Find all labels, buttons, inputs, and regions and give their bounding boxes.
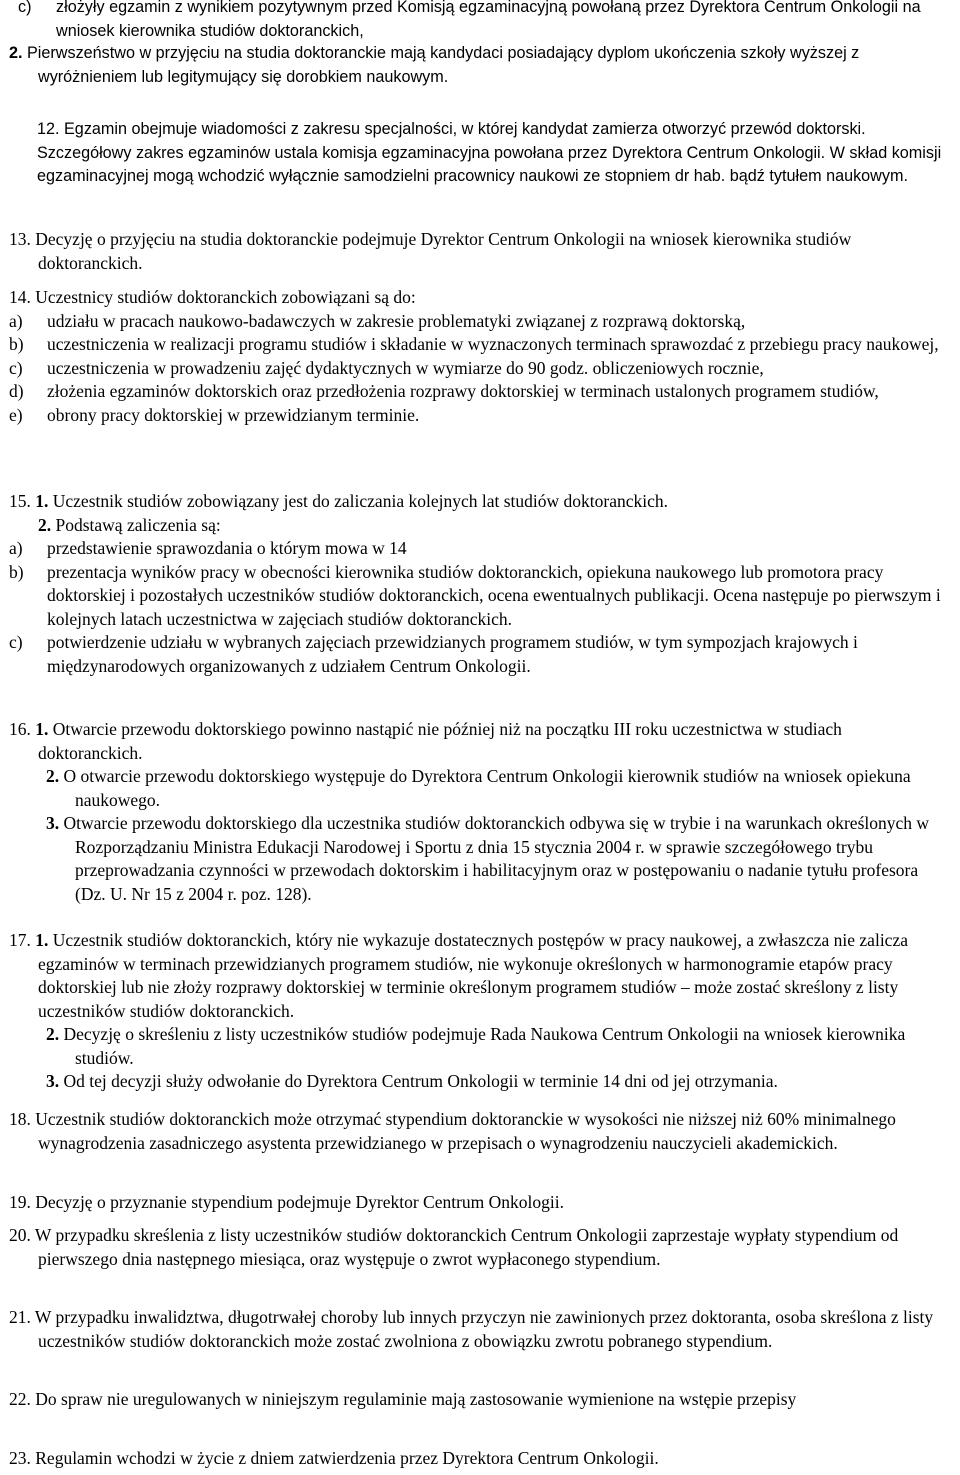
section-number: 20. bbox=[9, 1225, 31, 1245]
section-22 bbox=[9, 1388, 948, 1412]
section-number: 23. bbox=[9, 1448, 31, 1468]
section-text: Uczestnik studiów doktoranckich może otrzymać stypendium doktoranckie w wysokości nie niższej niż 60% minimalnego wynagrodzenia zasadniczego asystenta przewidzianego w przepisach o wynagrodzeniu nauczycieli akademickich. bbox=[30, 1109, 896, 1153]
section-text: Uczestnicy studiów doktoranckich zobowiązani są do: bbox=[30, 287, 416, 307]
list-item-text: złożyły egzamin z wynikiem pozytywnym przed Komisją egzaminacyjną powołaną przez Dyrektora Centrum Onkologii na wniosek kierownika studiów doktoranckich, bbox=[56, 0, 921, 40]
section-number: 16. bbox=[9, 719, 31, 739]
section-number: 13. bbox=[9, 229, 31, 249]
section-text: Do spraw nie uregulowanych w niniejszym regulaminie mają zastosowanie wymienione na wstępie przepisy bbox=[30, 1389, 797, 1409]
paragraph-2: 2. Pierwszeństwo w przyjęciu na studia doktoranckie mają kandydaci posiadający dyplom ukończenia szkoły wyższej z wyróżnieniem lub legitymujący się dorobkiem naukowym. bbox=[9, 44, 860, 86]
section-number: 18. bbox=[9, 1109, 31, 1129]
list-item: a) przedstawienie sprawozdania o którym mowa w 14 bbox=[9, 538, 407, 558]
section-number: 14. bbox=[9, 287, 31, 307]
section-number: 15. bbox=[9, 491, 31, 511]
list-item: a) udziału w pracach naukowo-badawczych w zakresie problematyki związanej z rozprawą doktorską, bbox=[9, 310, 746, 331]
section-text: Regulamin wchodzi w życie z dniem zatwierdzenia przez Dyrektora Centrum Onkologii. bbox=[30, 1448, 659, 1468]
section-21 bbox=[9, 1306, 948, 1353]
section-text: Decyzję o przyjęciu na studia doktoranckie podejmuje Dyrektor Centrum Onkologii na wniosek kierownika studiów doktoranckich. bbox=[30, 229, 852, 273]
section-text: W przypadku skreślenia z listy uczestników studiów doktoranckich Centrum Onkologii zaprzestaje wypłaty stypendium od pierwszego dnia następnego miesiąca, oraz występuje o zwrot wypłaconego stypendium. bbox=[30, 1225, 899, 1269]
section-number: 21. bbox=[9, 1307, 31, 1327]
section-text: Decyzję o przyznanie stypendium podejmuje Dyrektor Centrum Onkologii. bbox=[30, 1192, 565, 1212]
list-item: b) uczestniczenia w realizacji programu studiów i składanie w wyznaczonych terminach sprawozdać z przebiegu pracy naukowej, bbox=[9, 334, 939, 354]
section-23 bbox=[9, 1447, 948, 1471]
section-17: 17. 1. Uczestnik studiów doktoranckich, który nie wykazuje dostatecznych postępów w pracy naukowej, a zwłaszcza nie zalicza egzaminów w terminach przewidzianych programem studiów, nie wykonuje określonych w harmonogramie etapów pracy doktorskiej lub nie złoży rozprawy doktorskiej w terminie określonym programem studiów – może zostać skreślony z listy uczestników studiów doktoranckich. 2. Decyzję o skreśleniu z listy uczestników studiów podejmuje Rada Naukowa Centrum Onkologii na wniosek kierownika studiów. 3. Od tej decyzji służy odwołanie do Dyrektora Centrum Onkologii w terminie 14 dni od jej otrzymania. bbox=[9, 930, 908, 1091]
list-item: c) uczestniczenia w prowadzeniu zajęć dydaktycznych w wymiarze do 90 godz. obliczeniowych rocznie, bbox=[9, 357, 764, 378]
list-item: c) potwierdzenie udziału w wybranych zajęciach przewidzianych programem studiów, w tym sympozjach krajowych i międzynarodowych organizowanych z udziałem Centrum Onkologii. bbox=[9, 632, 858, 676]
section-text: Egzamin obejmuje wiadomości z zakresu specjalności, w której kandydat zamierza otworzyć przewód doktorski. Szczegółowy zakres egzaminów ustala komisja egzaminacyjna powołana przez Dyrektora Centrum Onkologii. W skład komisji egzaminacyjnej mogą wchodzić wyłącznie samodzielni pracownicy naukowi ze stopniem dr hab. bądź tytułem naukowym. bbox=[37, 120, 942, 185]
section-number: 17. bbox=[9, 930, 31, 950]
list-marker: c) bbox=[18, 0, 32, 16]
list-item: b) prezentacja wyników pracy w obecności kierownika studiów doktoranckich, opiekuna naukowego lub promotora pracy doktorskiej i pozostałych uczestników studiów doktoranckich, ocena ewentualnych publikacji. Ocena następuje po pierwszym i kolejnych latach uczestnictwa w zajęciach studiów doktoranckich. bbox=[9, 561, 941, 629]
section-number: 12. bbox=[37, 120, 60, 138]
section-number: 22. bbox=[9, 1389, 31, 1409]
section-13 bbox=[9, 228, 948, 275]
section-number: 19. bbox=[9, 1192, 31, 1212]
section-text: W przypadku inwalidztwa, długotrwałej choroby lub innych przyczyn nie zawinionych przez doktoranta, osoba skreślona z listy uczestników studiów doktoranckich może zostać zwolniona z obowiązku zwrotu pobranego stypendium. bbox=[30, 1307, 934, 1351]
section-12 bbox=[9, 118, 948, 189]
section-16: 16. 1. Otwarcie przewodu doktorskiego powinno nastąpić nie później niż na początku III roku uczestnictwa w studiach doktoranckich. 2. O otwarcie przewodu doktorskiego występuje do Dyrektora Centrum Onkologii kierownik studiów na wniosek opiekuna naukowego. 3. Otwarcie przewodu doktorskiego dla uczestnika studiów doktoranckich odbywa się w trybie i na warunkach określonych w Rozporządzaniu Ministra Edukacji Narodowej i Sportu z dnia 15 stycznia 2004 r. w sprawie szczegółowego trybu przeprowadzania czynności w przewodach doktorskim i habilitacyjnym oraz w postępowaniu o nadanie tytułu profesora (Dz. U. Nr 15 z 2004 r. poz. 128). bbox=[9, 719, 930, 904]
section-15: 15. 1. Uczestnik studiów zobowiązany jest do zaliczania kolejnych lat studiów doktoranckich. 2. Podstawą zaliczenia są: a) przedstawienie sprawozdania o którym mowa w 14 b) prezentacja wyników pracy w obecności kierownika studiów doktoranckich, opiekuna naukowego lub promotora pracy doktorskiej i pozostałych uczestników studiów doktoranckich, ocena ewentualnych publikacji. Ocena następuje po pierwszym i kolejnych latach uczestnictwa w zajęciach studiów doktoranckich. c) potwierdzenie udziału w wybranych zajęciach przewidzianych programem studiów, w tym sympozjach krajowych i międzynarodowych organizowanych z udziałem Centrum Onkologii. bbox=[9, 490, 948, 678]
section-20 bbox=[9, 1224, 948, 1271]
list-item bbox=[18, 0, 957, 43]
section-18 bbox=[9, 1108, 948, 1155]
list-item: d) złożenia egzaminów doktorskich oraz przedłożenia rozprawy doktorskiej w terminach ustalonych programem studiów, bbox=[9, 381, 879, 401]
section-19 bbox=[9, 1191, 948, 1215]
section-14 bbox=[9, 286, 948, 427]
list-item: e) obrony pracy doktorskiej w przewidzianym terminie. bbox=[9, 404, 420, 425]
